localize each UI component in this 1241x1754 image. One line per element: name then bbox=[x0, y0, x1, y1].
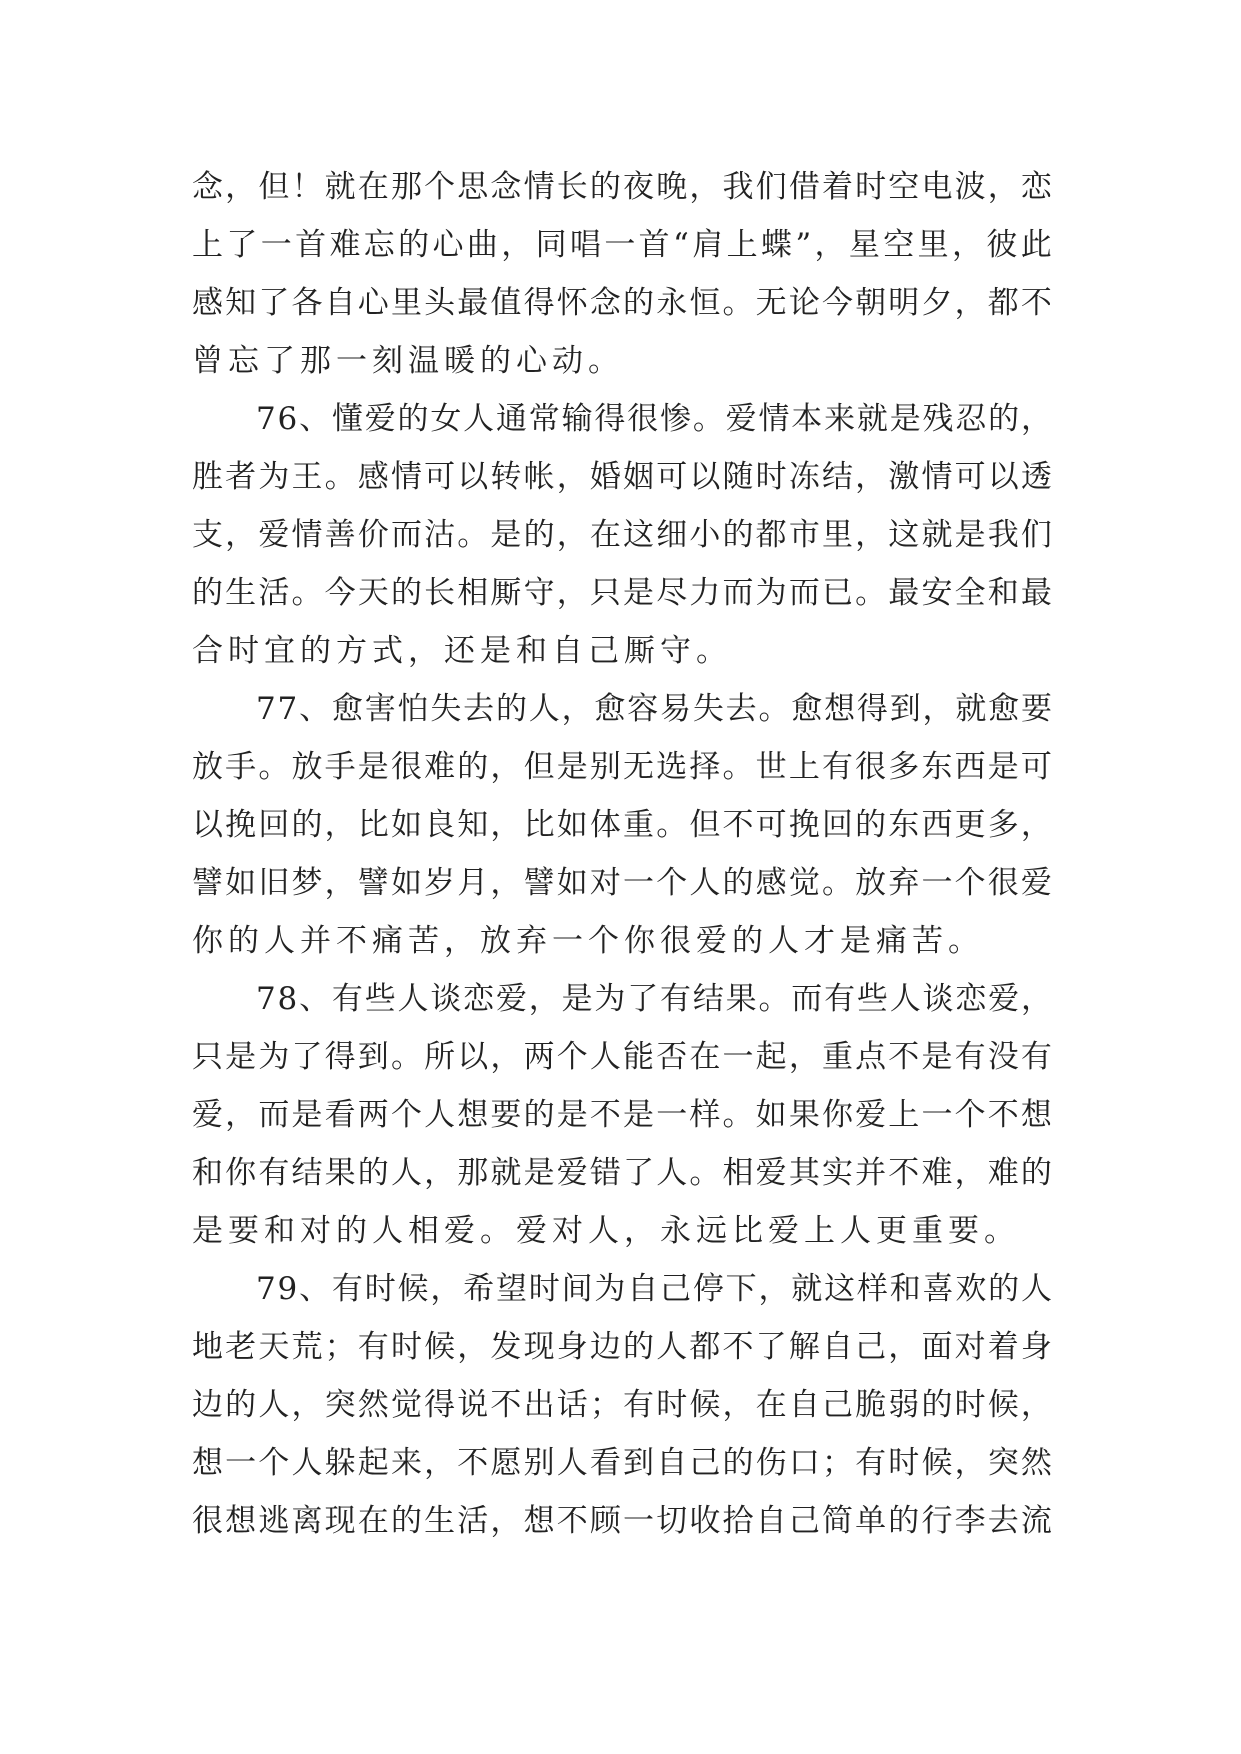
text-line: 7 9 、 有 时 候 ， 希 望 时 间 为 自 己 停 下 ， 就 这 样 和 喜 欢 的 人 bbox=[256, 1271, 1052, 1307]
text-line: 7 8 、 有 些 人 谈 恋 爱 ， 是 为 了 有 结 果 。 而 有 些 人 谈 恋 爱 ， bbox=[256, 981, 1052, 1017]
text-line: 曾忘了那一刻温暖的心动。 bbox=[192, 343, 624, 379]
text-line: 上 了 一 首 难 忘 的 心 曲 ， 同 唱 一 首 “ 肩 上 蝶 ” ， 星 空 里 ， 彼 此 bbox=[192, 227, 1052, 263]
text-line: 只 是 为 了 得 到 。 所 以 ， 两 个 人 能 否 在 一 起 ， 重 点 不 是 有 没 有 bbox=[192, 1039, 1052, 1075]
text-line: 感 知 了 各 自 心 里 头 最 值 得 怀 念 的 永 恒 。 无 论 今 朝 明 夕 ， 都 不 bbox=[192, 285, 1052, 321]
text-line: 边 的 人 ， 突 然 觉 得 说 不 出 话 ； 有 时 候 ， 在 自 己 脆 弱 的 时 候 ， bbox=[192, 1387, 1052, 1423]
text-line: 想 一 个 人 躲 起 来 ， 不 愿 别 人 看 到 自 己 的 伤 口 ； 有 时 候 ， 突 然 bbox=[192, 1445, 1052, 1481]
text-line: 和 你 有 结 果 的 人 ， 那 就 是 爱 错 了 人 。 相 爱 其 实 并 不 难 ， 难 的 bbox=[192, 1155, 1052, 1191]
text-line: 胜 者 为 王 。 感 情 可 以 转 帐 ， 婚 姻 可 以 随 时 冻 结 ， 激 情 可 以 透 bbox=[192, 459, 1052, 495]
text-line: 地 老 天 荒 ； 有 时 候 ， 发 现 身 边 的 人 都 不 了 解 自 己 ， 面 对 着 身 bbox=[192, 1329, 1052, 1365]
text-line: 的 生 活 。 今 天 的 长 相 厮 守 ， 只 是 尽 力 而 为 而 已 。 最 安 全 和 最 bbox=[192, 575, 1052, 611]
text-line: 你的人并不痛苦，放弃一个你很爱的人才是痛苦。 bbox=[192, 923, 984, 959]
text-line: 是要和对的人相爱。爱对人，永远比爱上人更重要。 bbox=[192, 1213, 1020, 1249]
text-line: 很 想 逃 离 现 在 的 生 活 ， 想 不 顾 一 切 收 拾 自 己 简 单 的 行 李 去 流 bbox=[192, 1503, 1052, 1539]
text-line: 7 6 、 懂 爱 的 女 人 通 常 输 得 很 惨 。 爱 情 本 来 就 是 残 忍 的 ， bbox=[256, 401, 1052, 437]
text-line: 7 7 、 愈 害 怕 失 去 的 人 ， 愈 容 易 失 去 。 愈 想 得 到 ， 就 愈 要 bbox=[256, 691, 1052, 727]
text-line: 合时宜的方式，还是和自己厮守。 bbox=[192, 633, 732, 669]
document-body bbox=[192, 158, 1052, 1550]
text-line: 放 手 。 放 手 是 很 难 的 ， 但 是 别 无 选 择 。 世 上 有 很 多 东 西 是 可 bbox=[192, 749, 1052, 785]
text-line: 支 ， 爱 情 善 价 而 沽 。 是 的 ， 在 这 细 小 的 都 市 里 ， 这 就 是 我 们 bbox=[192, 517, 1052, 553]
text-line: 譬 如 旧 梦 ， 譬 如 岁 月 ， 譬 如 对 一 个 人 的 感 觉 。 放 弃 一 个 很 爱 bbox=[192, 865, 1052, 901]
text-line: 以 挽 回 的 ， 比 如 良 知 ， 比 如 体 重 。 但 不 可 挽 回 的 东 西 更 多 ， bbox=[192, 807, 1052, 843]
text-line: 爱 ， 而 是 看 两 个 人 想 要 的 是 不 是 一 样 。 如 果 你 爱 上 一 个 不 想 bbox=[192, 1097, 1052, 1133]
text-line: 念 ， 但 ！ 就 在 那 个 思 念 情 长 的 夜 晚 ， 我 们 借 着 时 空 电 波 ， 恋 bbox=[192, 169, 1052, 205]
